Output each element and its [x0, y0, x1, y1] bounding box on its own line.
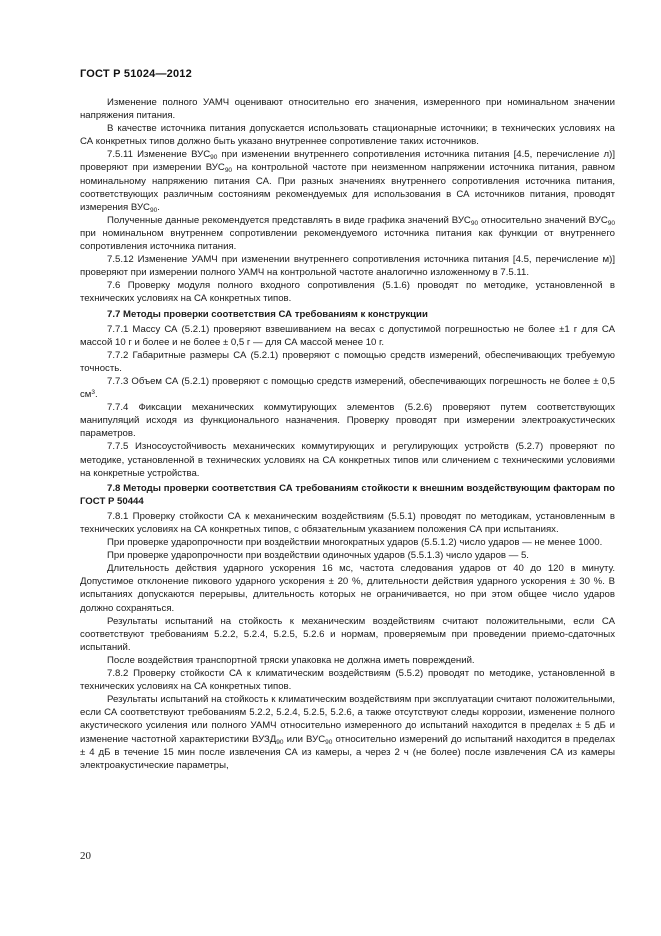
text-run: .	[95, 389, 98, 401]
subscript: 90	[224, 167, 233, 175]
paragraph: Длительность действия ударного ускорения 16 мс, частота следования ударов от 40 до 120 в минуту. Допустимое отклонение пикового ударного ускорения ± 20 %, длительности действия ударного ускорения ± 30 %. В испытаниях допускаются перерывы, длительность которых не ограничивается, но при этом общее число ударов должно сохраняться.	[80, 563, 615, 614]
text-run: при изменении внутреннего сопротивления источника питания [4.5, перечисление л)] проверяют при измерении ВУС	[80, 149, 615, 174]
paragraph: При проверке ударопрочности при воздействии одиночных ударов (5.5.1.3) число ударов — 5.	[107, 550, 529, 562]
section-heading-7-8: 7.8 Методы проверки соответствия СА требованиям стойкости к внешним воздействующим факторам по ГОСТ Р 50444	[80, 482, 615, 507]
subscript: 90	[607, 219, 615, 227]
subscript: 90	[470, 219, 479, 227]
document-header: ГОСТ Р 51024—2012	[80, 68, 192, 80]
superscript: 3	[91, 389, 96, 397]
section-heading-7-7: 7.7 Методы проверки соответствия СА требованиям к конструкции	[107, 308, 428, 320]
text-run: при номинальном внутреннем сопротивлении рекомендуемого источника питания как функции от внутреннего сопротивления источника питания.	[80, 227, 615, 253]
paragraph-7-7-2: 7.7.2 Габаритные размеры СА (5.2.1) проверяют с помощью средств измерений, обеспечивающих требуемую точность.	[80, 349, 615, 374]
paragraph: В качестве источника питания допускается использовать стационарные источники; в технических условиях на СА конкретных типов должно быть указано внутреннее сопротивление таких источников.	[80, 123, 615, 148]
paragraph-7-7-5: 7.7.5 Износоустойчивость механических коммутирующих и регулирующих устройств (5.2.7) проверяют по методике, установленной в технических условиях на СА конкретных типов или сличением с техническими условиями на конкретные устройства.	[80, 441, 615, 479]
paragraph-7-8-1: 7.8.1 Проверку стойкости СА к механическим воздействиям (5.5.1) проводят по методикам, установленным в технических условиях на СА конкретных типов, с обязательным указанием положения СА при испытаниях.	[80, 510, 615, 535]
subscript: 90	[325, 738, 333, 746]
paragraph	[80, 214, 615, 253]
paragraph-7-8-2: 7.8.2 Проверку стойкости СА к климатическим воздействиям (5.5.2) проводят по методике, установленной в технических условиях на СА конкретных типов.	[80, 668, 615, 693]
subscript: 90	[149, 206, 158, 214]
text-run: на контрольной частоте при неизменном напряжении источника питания, равном номинальному напряжению питания СА. При разных значениях внутреннего сопротивления источника питания, соответствующих различным состояниям рекомендуемых для использования в СА источников питания, проводят измерения ВУС	[80, 162, 615, 213]
text-run: .	[157, 201, 160, 213]
paragraph: Результаты испытаний на стойкость к механическим воздействиям считают положительными, если СА соответствуют требованиям 5.2.2, 5.2.4, 5.2.5, 5.2.6 и нормам, проверяемым при проведении приемо-сдаточных испытаний.	[80, 615, 615, 653]
paragraph-7-5-11	[80, 148, 615, 213]
text-run: или ВУС	[283, 733, 326, 745]
paragraph-7-7-4: 7.7.4 Фиксации механических коммутирующих элементов (5.2.6) проверяют путем соответствующих манипуляций исходя из функционального назначения. Проверку проводят при измерении электроакустических параметров.	[80, 402, 615, 440]
paragraph: После воздействия транспортной тряски упаковка не должна иметь повреждений.	[107, 654, 475, 666]
text-run: относительно значений ВУС	[478, 214, 608, 226]
paragraph: Изменение полного УАМЧ оценивают относительно его значения, измеренного при номинальном значении напряжения питания.	[80, 97, 615, 122]
text-run: 7.5.11 Изменение ВУС	[107, 149, 211, 161]
paragraph-7-5-12: 7.5.12 Изменение УАМЧ при изменении внутреннего сопротивления источника питания [4.5, перечисление м)] проверяют при измерении полного УАМЧ на контрольной частоте аналогично изложенному в 7.5.11.	[80, 254, 615, 279]
paragraph-7-7-3	[80, 375, 615, 401]
text-run: относительно измерений до испытаний находится в пределах ± 4 дБ в течение 15 мин после извлечения СА из камеры, а через 2 ч (не более) после извлечения СА из камеры электроакустические параметры,	[80, 733, 615, 771]
subscript: 90	[276, 738, 284, 746]
page-number: 20	[80, 850, 91, 862]
text-run: Полученные данные рекомендуется представлять в виде графика значений ВУС	[107, 214, 471, 226]
text-run: 7.7.3 Объем СА (5.2.1) проверяют с помощью средств измерений, обеспечивающих погрешность не более ± 0,5 см	[80, 375, 615, 401]
text-run: Результаты испытаний на стойкость к климатическим воздействиям при эксплуатации считают положительными, если СА соответствуют требованиям 5.2.2, 5.2.4, 5.2.5, 5.2.6, а также отсутствуют следы коррозии, изменение полного акустического усиления или полного УАМЧ относительно измеренного до испытаний находится в пределах ± 5 дБ и изменение частотной характеристики ВУЗД	[80, 694, 615, 745]
document-body	[80, 96, 615, 772]
paragraph	[80, 693, 615, 772]
paragraph-7-7-1: 7.7.1 Массу СА (5.2.1) проверяют взвешиванием на весах с допустимой погрешностью не более ±1 г для СА массой 10 г и более и не более ± 0,5 г — для СА массой менее 10 г.	[80, 323, 615, 348]
paragraph: При проверке ударопрочности при воздействии многократных ударов (5.5.1.2) число ударов — не менее 1000.	[107, 537, 603, 549]
subscript: 90	[210, 154, 218, 162]
paragraph-7-6: 7.6 Проверку модуля полного входного сопротивления (5.1.6) проводят по методике, установленной в технических условиях на СА конкретных типов.	[80, 280, 615, 305]
